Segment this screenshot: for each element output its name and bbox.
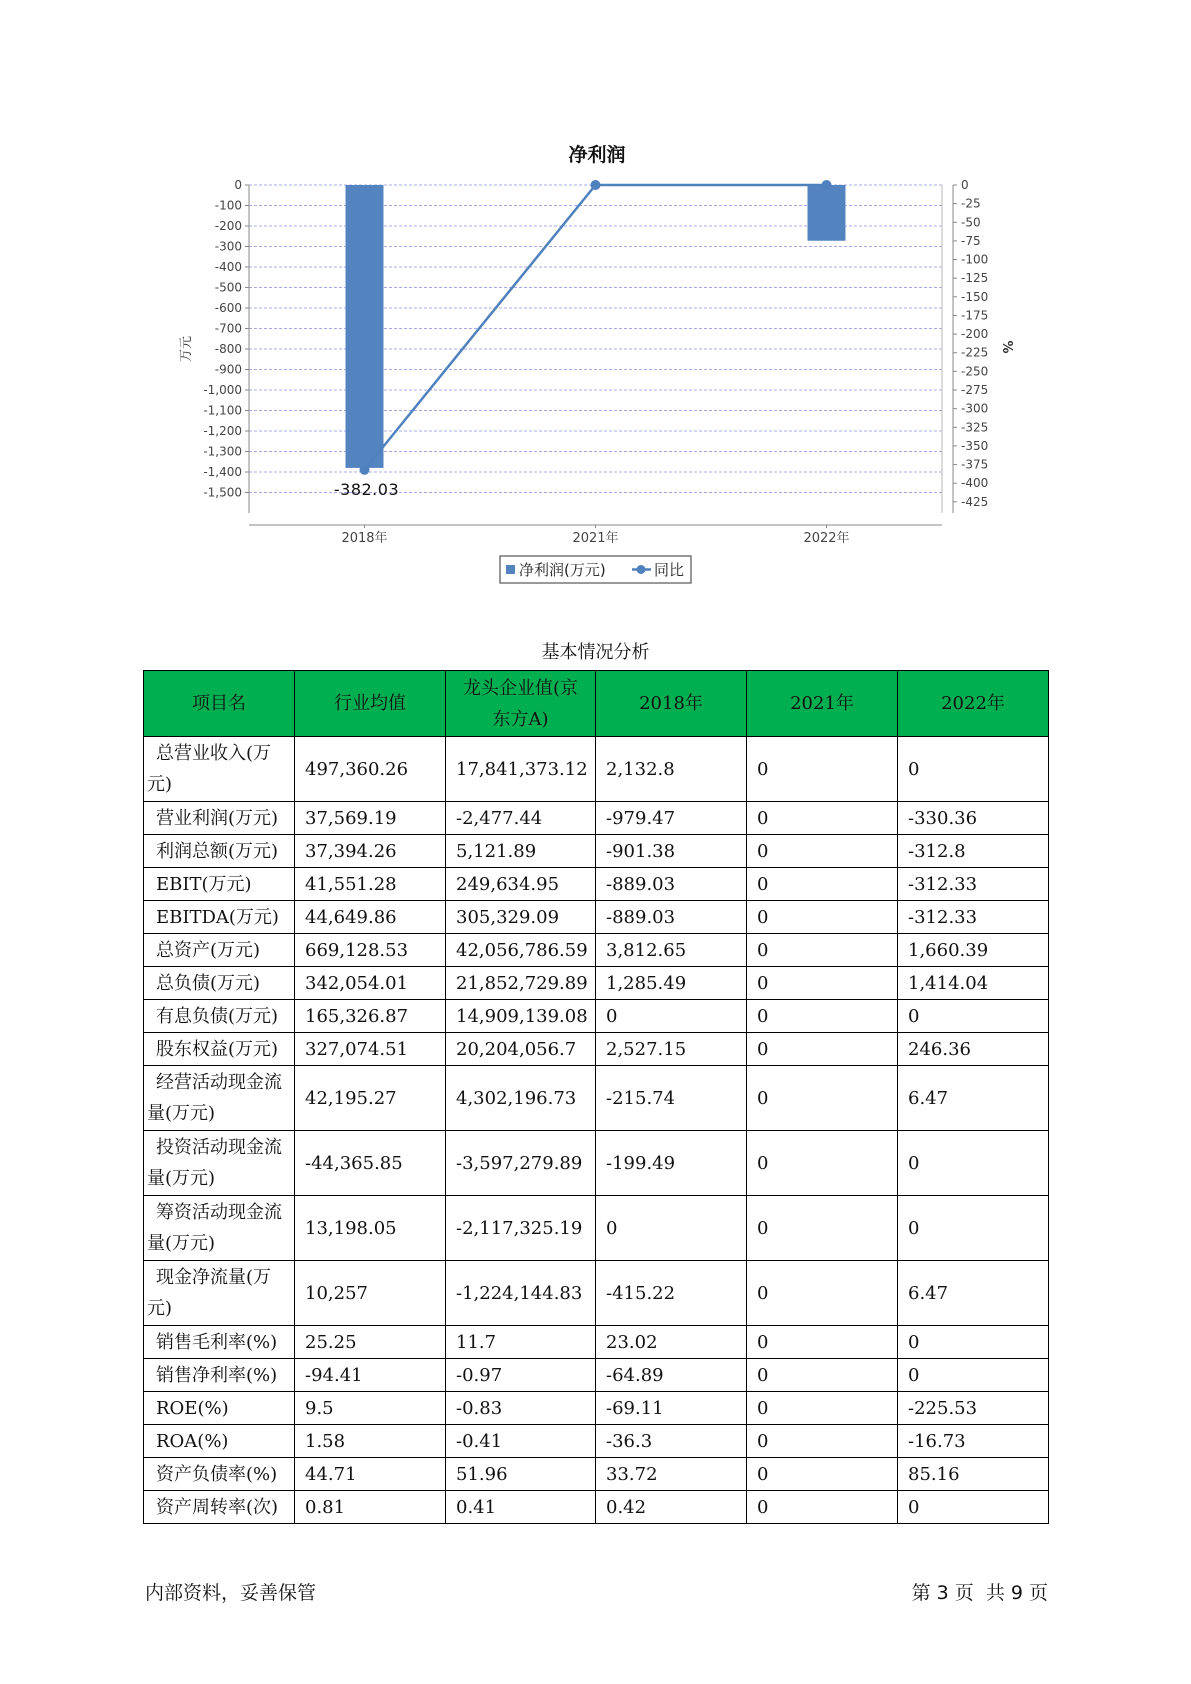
y2-tick-label: -300 bbox=[961, 401, 989, 416]
row-label: 总资产(万元) bbox=[144, 934, 295, 967]
table-cell: 5,121.89 bbox=[446, 835, 596, 868]
row-label: 投资活动现金流量(万元) bbox=[144, 1131, 295, 1196]
table-cell: 85.16 bbox=[898, 1458, 1049, 1491]
table-cell: 0 bbox=[898, 1196, 1049, 1261]
table-cell: -2,477.44 bbox=[446, 802, 596, 835]
column-header-item-name: 项目名 bbox=[144, 671, 295, 737]
y-tick-label: -700 bbox=[214, 321, 242, 336]
column-header-leader-value: 龙头企业值(京东方A) bbox=[446, 671, 596, 737]
y2-tick-label: -350 bbox=[961, 438, 989, 453]
y2-axis-label: % bbox=[999, 340, 1014, 354]
table-cell: -16.73 bbox=[898, 1425, 1049, 1458]
table-row bbox=[144, 1458, 1049, 1491]
x-tick-label: 2018年 bbox=[341, 531, 388, 546]
y-tick-label: -400 bbox=[214, 260, 242, 274]
y2-tick-label: -400 bbox=[961, 476, 989, 491]
marker-yoy bbox=[591, 180, 601, 190]
footer-confidential-note: 内部资料，妥善保管 bbox=[145, 1582, 317, 1604]
table-cell: 1,660.39 bbox=[898, 934, 1049, 967]
table-cell: 0 bbox=[747, 1033, 898, 1066]
table-cell: -0.83 bbox=[446, 1392, 596, 1425]
bar-net-profit bbox=[808, 185, 846, 241]
y-tick-label: -1,500 bbox=[203, 485, 242, 500]
table-cell: -2,117,325.19 bbox=[446, 1196, 596, 1261]
table-cell: 21,852,729.89 bbox=[446, 967, 596, 1000]
y2-tick-label: -250 bbox=[961, 364, 989, 379]
table-cell: 246.36 bbox=[898, 1033, 1049, 1066]
table-cell: 44.71 bbox=[295, 1458, 446, 1491]
table-cell: 0 bbox=[747, 1458, 898, 1491]
table-cell: 37,569.19 bbox=[295, 802, 446, 835]
table-cell: -979.47 bbox=[596, 802, 747, 835]
table-cell: 342,054.01 bbox=[295, 967, 446, 1000]
footer-page-number: 第 3 页 共 9 页 bbox=[911, 1582, 1048, 1604]
table-cell: 37,394.26 bbox=[295, 835, 446, 868]
data-labels bbox=[334, 480, 399, 499]
legend bbox=[500, 556, 691, 583]
column-header-2022: 2022年 bbox=[898, 671, 1049, 737]
y-tick-label: -1,400 bbox=[203, 465, 242, 479]
row-label: 有息负债(万元) bbox=[144, 1000, 295, 1033]
table-cell: 14,909,139.08 bbox=[446, 1000, 596, 1033]
y-tick-label: -1,000 bbox=[203, 383, 242, 397]
table-cell: -215.74 bbox=[596, 1066, 747, 1131]
table-cell: 1.58 bbox=[295, 1425, 446, 1458]
table-cell: 1,285.49 bbox=[596, 967, 747, 1000]
y2-tick-label: -200 bbox=[961, 327, 989, 342]
table-cell: 0.81 bbox=[295, 1491, 446, 1524]
column-header-industry-average: 行业均值 bbox=[295, 671, 446, 737]
table-cell: 0 bbox=[898, 1000, 1049, 1033]
table-cell: 0 bbox=[747, 1491, 898, 1524]
table-cell: 4,302,196.73 bbox=[446, 1066, 596, 1131]
table-cell: 13,198.05 bbox=[295, 1196, 446, 1261]
table-row bbox=[144, 1033, 1049, 1066]
y2-tick-label: -275 bbox=[961, 383, 989, 397]
table-cell: 33.72 bbox=[596, 1458, 747, 1491]
table-cell: 44,649.86 bbox=[295, 901, 446, 934]
table-cell: 2,132.8 bbox=[596, 737, 747, 802]
bar-series bbox=[346, 185, 846, 468]
row-label: 资产周转率(次) bbox=[144, 1491, 295, 1524]
legend-label-yoy: 同比 bbox=[654, 561, 685, 579]
row-label: 股东权益(万元) bbox=[144, 1033, 295, 1066]
y2-tick-label: -125 bbox=[961, 271, 989, 286]
table-cell: 0 bbox=[747, 1261, 898, 1326]
row-label: 经营活动现金流量(万元) bbox=[144, 1066, 295, 1131]
legend-label-net-profit: 净利润(万元) bbox=[519, 561, 606, 579]
table-row bbox=[144, 1196, 1049, 1261]
table-cell: 497,360.26 bbox=[295, 737, 446, 802]
table-cell: 11.7 bbox=[446, 1326, 596, 1359]
x-tick-label: 2021年 bbox=[572, 531, 619, 546]
legend-bar-swatch bbox=[506, 565, 515, 574]
table-cell: -69.11 bbox=[596, 1392, 747, 1425]
table-row bbox=[144, 1000, 1049, 1033]
table-cell: 3,812.65 bbox=[596, 934, 747, 967]
y2-tick-label: -425 bbox=[961, 494, 989, 509]
row-label: 资产负债率(%) bbox=[144, 1458, 295, 1491]
table-cell: 25.25 bbox=[295, 1326, 446, 1359]
y2-tick-label: -175 bbox=[961, 308, 989, 323]
line-series bbox=[360, 180, 832, 475]
table-cell: 10,257 bbox=[295, 1261, 446, 1326]
row-label: ROE(%) bbox=[144, 1392, 295, 1425]
row-label: EBITDA(万元) bbox=[144, 901, 295, 934]
table-cell: 0 bbox=[747, 1066, 898, 1131]
y2-tick-label: -150 bbox=[961, 289, 989, 304]
table-cell: -3,597,279.89 bbox=[446, 1131, 596, 1196]
column-header-2018: 2018年 bbox=[596, 671, 747, 737]
table-row bbox=[144, 737, 1049, 802]
table-cell: 9.5 bbox=[295, 1392, 446, 1425]
y-tick-label: -300 bbox=[214, 239, 242, 254]
row-label: 总营业收入(万元) bbox=[144, 737, 295, 802]
table-cell: 0 bbox=[898, 737, 1049, 802]
y2-tick-label: 0 bbox=[961, 178, 969, 192]
y-tick-label: -900 bbox=[214, 362, 242, 377]
table-cell: 20,204,056.7 bbox=[446, 1033, 596, 1066]
table-cell: 1,414.04 bbox=[898, 967, 1049, 1000]
y2-tick-label: -225 bbox=[961, 345, 989, 360]
table-cell: 0 bbox=[747, 1392, 898, 1425]
table-cell: 0 bbox=[747, 737, 898, 802]
y-tick-label: -100 bbox=[214, 198, 242, 213]
table-cell: -312.8 bbox=[898, 835, 1049, 868]
table-cell: 0.41 bbox=[446, 1491, 596, 1524]
table-cell: -330.36 bbox=[898, 802, 1049, 835]
table-cell: 0 bbox=[747, 1131, 898, 1196]
y2-tick-label: -375 bbox=[961, 457, 989, 472]
table-cell: 0 bbox=[898, 1491, 1049, 1524]
row-label: 利润总额(万元) bbox=[144, 835, 295, 868]
chart-title: 净利润 bbox=[568, 144, 626, 166]
marker-yoy bbox=[822, 180, 832, 190]
y2-tick-label: -75 bbox=[961, 233, 981, 248]
bar-net-profit bbox=[346, 185, 384, 468]
table-cell: -889.03 bbox=[596, 868, 747, 901]
table-cell: -312.33 bbox=[898, 901, 1049, 934]
row-label: 销售毛利率(%) bbox=[144, 1326, 295, 1359]
y-tick-label: -1,100 bbox=[203, 403, 242, 418]
table-cell: 249,634.95 bbox=[446, 868, 596, 901]
table-row bbox=[144, 1326, 1049, 1359]
table-cell: 0 bbox=[747, 1326, 898, 1359]
y2-tick-label: -325 bbox=[961, 420, 989, 435]
basic-analysis-table bbox=[143, 670, 1049, 1524]
table-cell: 0 bbox=[898, 1131, 1049, 1196]
table-row bbox=[144, 802, 1049, 835]
y-tick-label: -500 bbox=[214, 280, 242, 295]
column-header-2021: 2021年 bbox=[747, 671, 898, 737]
line-yoy bbox=[365, 185, 827, 470]
table-cell: 6.47 bbox=[898, 1261, 1049, 1326]
table-cell: 165,326.87 bbox=[295, 1000, 446, 1033]
y-tick-label: -200 bbox=[214, 219, 242, 233]
table-cell: 0 bbox=[898, 1359, 1049, 1392]
table-cell: 41,551.28 bbox=[295, 868, 446, 901]
table-row bbox=[144, 1131, 1049, 1196]
table-cell: 0 bbox=[747, 835, 898, 868]
table-cell: 0 bbox=[747, 868, 898, 901]
table-cell: -1,224,144.83 bbox=[446, 1261, 596, 1326]
x-tick-label: 2022年 bbox=[803, 531, 850, 546]
table-cell: -36.3 bbox=[596, 1425, 747, 1458]
y-axis-label: 万元 bbox=[179, 335, 194, 363]
table-cell: 305,329.09 bbox=[446, 901, 596, 934]
table-cell: 23.02 bbox=[596, 1326, 747, 1359]
table-cell: -225.53 bbox=[898, 1392, 1049, 1425]
axes bbox=[203, 178, 988, 546]
table-row bbox=[144, 967, 1049, 1000]
row-label: 现金净流量(万元) bbox=[144, 1261, 295, 1326]
row-label: 筹资活动现金流量(万元) bbox=[144, 1196, 295, 1261]
table-cell: 2,527.15 bbox=[596, 1033, 747, 1066]
table-cell: 0 bbox=[596, 1196, 747, 1261]
table-cell: 0.42 bbox=[596, 1491, 747, 1524]
y-tick-label: -1,300 bbox=[203, 444, 242, 459]
table-cell: -889.03 bbox=[596, 901, 747, 934]
y2-tick-label: -50 bbox=[961, 215, 981, 230]
table-cell: -0.97 bbox=[446, 1359, 596, 1392]
row-label: ROA(%) bbox=[144, 1425, 295, 1458]
table-row bbox=[144, 1359, 1049, 1392]
table-row bbox=[144, 1392, 1049, 1425]
table-cell: -312.33 bbox=[898, 868, 1049, 901]
table-cell: 0 bbox=[747, 802, 898, 835]
table-cell: 42,056,786.59 bbox=[446, 934, 596, 967]
y2-tick-label: -100 bbox=[961, 252, 989, 267]
table-cell: 0 bbox=[747, 901, 898, 934]
table-caption: 基本情况分析 bbox=[541, 642, 650, 663]
y-tick-label: -800 bbox=[214, 342, 242, 356]
table-cell: 0 bbox=[747, 1425, 898, 1458]
table-cell: -901.38 bbox=[596, 835, 747, 868]
table-row bbox=[144, 868, 1049, 901]
table-row bbox=[144, 1261, 1049, 1326]
table-cell: 669,128.53 bbox=[295, 934, 446, 967]
row-label: 销售净利率(%) bbox=[144, 1359, 295, 1392]
table-row bbox=[144, 1491, 1049, 1524]
table-cell: 0 bbox=[747, 934, 898, 967]
table-cell: 327,074.51 bbox=[295, 1033, 446, 1066]
net-profit-chart bbox=[0, 0, 1191, 620]
table-cell: -415.22 bbox=[596, 1261, 747, 1326]
table-cell: 0 bbox=[596, 1000, 747, 1033]
table-row bbox=[144, 1425, 1049, 1458]
y-tick-label: -600 bbox=[214, 301, 242, 315]
table-cell: 0 bbox=[747, 1000, 898, 1033]
table-cell: 17,841,373.12 bbox=[446, 737, 596, 802]
table-row bbox=[144, 1066, 1049, 1131]
table-cell: -199.49 bbox=[596, 1131, 747, 1196]
table-row bbox=[144, 934, 1049, 967]
table-cell: 6.47 bbox=[898, 1066, 1049, 1131]
table-cell: -0.41 bbox=[446, 1425, 596, 1458]
table-cell: 51.96 bbox=[446, 1458, 596, 1491]
table-cell: -44,365.85 bbox=[295, 1131, 446, 1196]
table-cell: -94.41 bbox=[295, 1359, 446, 1392]
table-header-row bbox=[144, 671, 1049, 737]
marker-yoy bbox=[360, 465, 370, 475]
table-cell: -64.89 bbox=[596, 1359, 747, 1392]
table-cell: 0 bbox=[747, 1359, 898, 1392]
table-row bbox=[144, 835, 1049, 868]
table-cell: 0 bbox=[747, 967, 898, 1000]
table-row bbox=[144, 901, 1049, 934]
table-cell: 0 bbox=[747, 1196, 898, 1261]
row-label: 总负债(万元) bbox=[144, 967, 295, 1000]
y2-tick-label: -25 bbox=[961, 196, 981, 211]
table-cell: 42,195.27 bbox=[295, 1066, 446, 1131]
table-cell: 0 bbox=[898, 1326, 1049, 1359]
row-label: EBIT(万元) bbox=[144, 868, 295, 901]
y-tick-label: -1,200 bbox=[203, 424, 242, 438]
row-label: 营业利润(万元) bbox=[144, 802, 295, 835]
legend-line-marker bbox=[637, 565, 646, 574]
y-tick-label: 0 bbox=[234, 178, 242, 192]
data-label: -382.03 bbox=[333, 479, 400, 499]
